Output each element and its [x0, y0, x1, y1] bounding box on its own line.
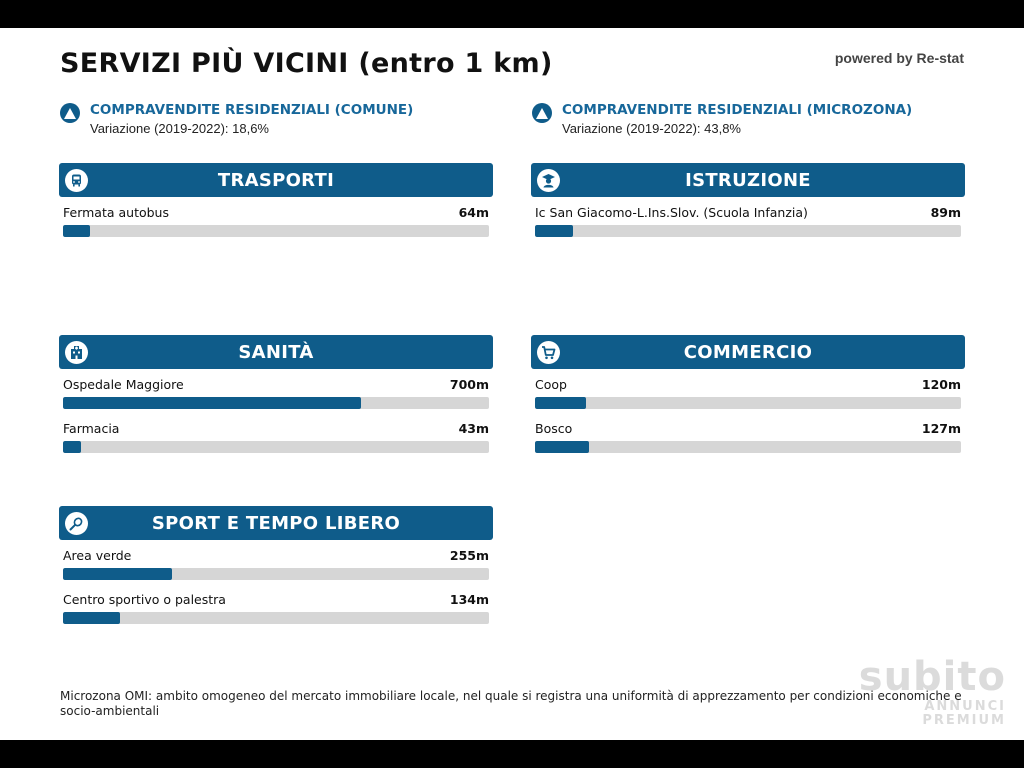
page-title: SERVIZI PIÙ VICINI (entro 1 km)	[60, 48, 553, 79]
list-item	[531, 413, 965, 457]
distance-bar	[63, 225, 489, 237]
distance-bar-fill	[63, 397, 361, 409]
item-label: Ic San Giacomo-L.Ins.Slov. (Scuola Infanzia)	[535, 205, 808, 220]
distance-bar-fill	[63, 225, 90, 237]
stat-variation: Variazione (2019-2022): 43,8%	[562, 121, 741, 136]
triangle-up-icon	[532, 103, 552, 123]
section-header	[59, 163, 493, 197]
item-label: Centro sportivo o palestra	[63, 592, 226, 607]
section-istruzione	[531, 163, 965, 241]
bus-icon	[65, 169, 88, 192]
list-item	[59, 413, 493, 457]
section-header	[531, 335, 965, 369]
item-distance: 127m	[921, 421, 961, 436]
item-distance: 89m	[930, 205, 961, 220]
distance-bar-fill	[535, 441, 589, 453]
distance-bar	[63, 612, 489, 624]
item-distance: 255m	[449, 548, 489, 563]
item-label: Bosco	[535, 421, 573, 436]
section-title: ISTRUZIONE	[685, 169, 811, 191]
stat-variation: Variazione (2019-2022): 18,6%	[90, 121, 269, 136]
distance-bar	[535, 441, 961, 453]
list-item	[531, 369, 965, 413]
triangle-up-icon	[60, 103, 80, 123]
list-item	[59, 584, 493, 628]
distance-bar	[63, 397, 489, 409]
distance-bar	[535, 397, 961, 409]
section-title: TRASPORTI	[217, 169, 335, 191]
distance-bar-fill	[535, 225, 573, 237]
item-distance: 700m	[449, 377, 489, 392]
list-item	[59, 197, 493, 241]
list-item	[59, 540, 493, 584]
distance-bar-fill	[63, 568, 172, 580]
section-sanita	[59, 335, 493, 457]
section-title: SANITÀ	[238, 341, 314, 363]
distance-bar	[63, 568, 489, 580]
item-label: Coop	[535, 377, 567, 392]
page	[0, 28, 1024, 740]
item-distance: 43m	[458, 421, 489, 436]
section-trasporti	[59, 163, 493, 241]
student-icon	[537, 169, 560, 192]
watermark-sub1: ANNUNCI	[924, 699, 1006, 714]
hospital-icon	[65, 341, 88, 364]
watermark-brand: subito	[858, 654, 1006, 700]
section-header	[531, 163, 965, 197]
item-label: Ospedale Maggiore	[63, 377, 184, 392]
section-title: COMMERCIO	[683, 341, 813, 363]
section-header	[59, 506, 493, 540]
item-distance: 64m	[458, 205, 489, 220]
distance-bar-fill	[63, 612, 120, 624]
list-item	[59, 369, 493, 413]
watermark-sub2: PREMIUM	[922, 713, 1006, 728]
distance-bar	[63, 441, 489, 453]
item-label: Fermata autobus	[63, 205, 169, 220]
distance-bar	[535, 225, 961, 237]
section-sport	[59, 506, 493, 628]
item-label: Farmacia	[63, 421, 120, 436]
section-title: SPORT E TEMPO LIBERO	[151, 512, 401, 534]
cart-icon	[537, 341, 560, 364]
section-commercio	[531, 335, 965, 457]
item-distance: 134m	[449, 592, 489, 607]
item-distance: 120m	[921, 377, 961, 392]
section-header	[59, 335, 493, 369]
list-item	[531, 197, 965, 241]
stat-title: COMPRAVENDITE RESIDENZIALI (COMUNE)	[90, 102, 414, 118]
distance-bar-fill	[63, 441, 81, 453]
distance-bar-fill	[535, 397, 586, 409]
subito-watermark	[859, 654, 1006, 728]
powered-by-label: powered by Re-stat	[834, 50, 964, 66]
footnote: Microzona OMI: ambito omogeneo del mercato immobiliare locale, nel quale si registra una uniformità di apprezzamento per condizioni economiche e socio-ambientali	[60, 689, 962, 718]
tennis-icon	[65, 512, 88, 535]
item-label: Area verde	[63, 548, 132, 563]
stat-title: COMPRAVENDITE RESIDENZIALI (MICROZONA)	[562, 102, 913, 118]
